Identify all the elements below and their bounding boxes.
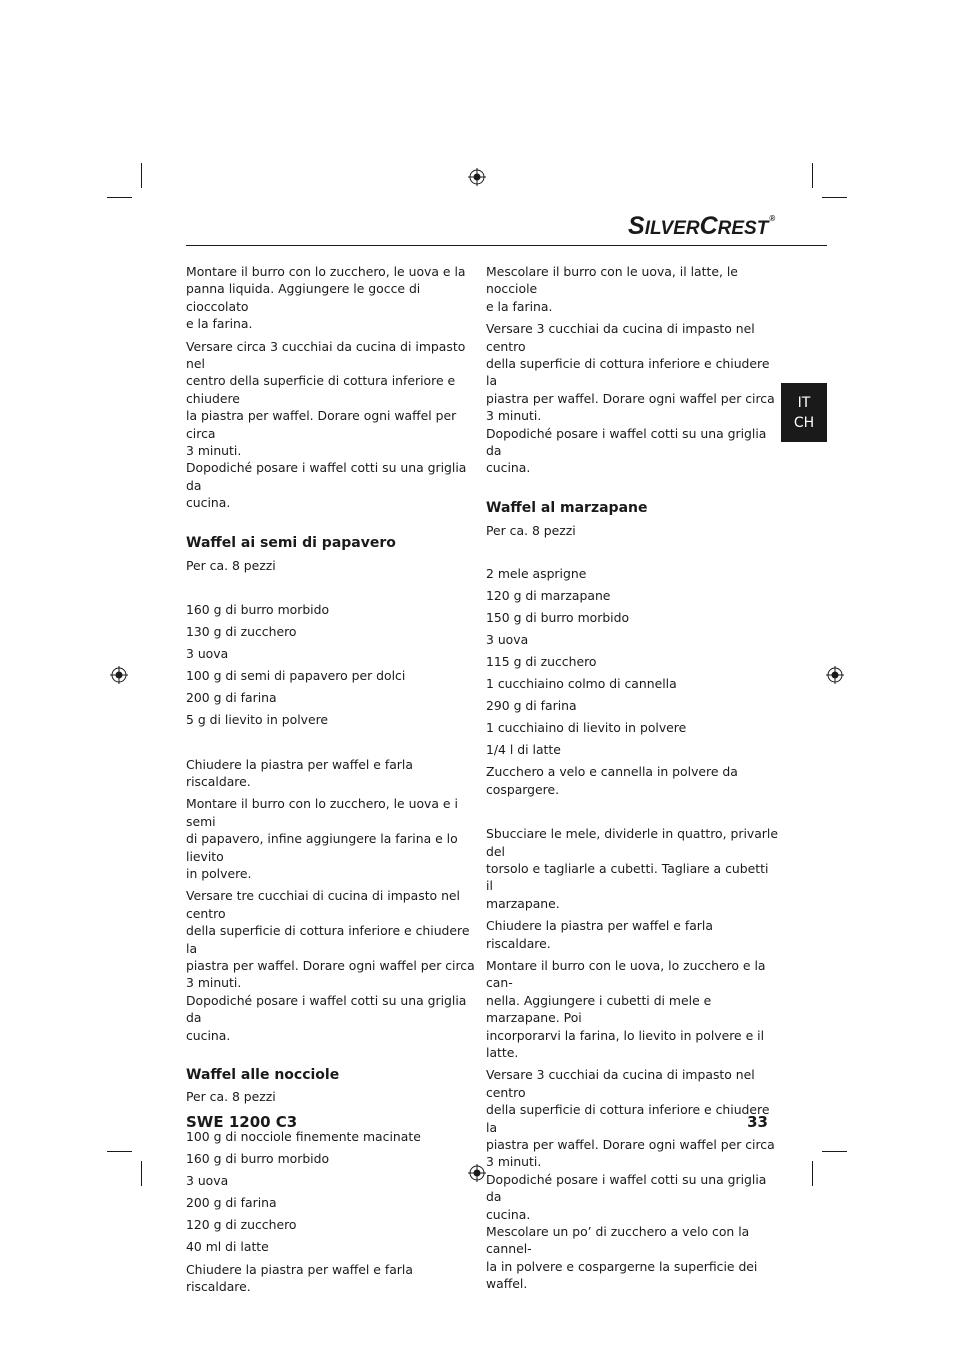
ingredient-list [486, 565, 778, 758]
body-paragraph: Versare circa 3 cucchiai da cucina di impasto nel centro della superficie di cottura inferiore e chiudere la piastra per waffel. Dorare ogni waffel per circa 3 minuti. Dopodiché posare i waffel cotti su una griglia da cucina. [186, 338, 467, 511]
ingredient-item: 100 g di semi di papavero per dolci [186, 668, 406, 684]
ingredient-item: 115 g di zucchero [486, 654, 597, 670]
recipe-yield: Per ca. 8 pezzi [186, 557, 276, 573]
registration-mark-icon [826, 666, 844, 684]
ingredient-item: 100 g di nocciole finemente macinate [186, 1129, 421, 1145]
body-paragraph: Montare il burro con lo zucchero, le uova e i semi di papavero, infine aggiungere la farina e lo lievito in polvere. [186, 796, 458, 881]
body-paragraph: Chiudere la piastra per waffel e farla riscaldare. [186, 756, 413, 789]
body-paragraph: Mescolare il burro con le uova, il latte, le nocciole e la farina. [486, 264, 738, 314]
right-column [486, 263, 778, 1293]
header-rule [186, 245, 827, 246]
body-paragraph: Versare 3 cucchiai da cucina di impasto nel centro della superficie di cottura inferiore e chiudere la piastra per waffel. Dorare ogni waffel per circa 3 minuti. Dopodiché posare i waffel cotti su una griglia da cucina. Mescolare un po’ di zucchero a velo con la cannel- la in polvere e cospargerne la superficie dei waffel. [486, 1067, 775, 1292]
brand-logo: SILVERCREST® [628, 212, 776, 240]
body-paragraph: Montare il burro con lo zucchero, le uova e la panna liquida. Aggiungere le gocce di cioccolato e la farina. [186, 264, 466, 332]
recipe-title: Waffel al marzapane [486, 499, 648, 516]
ingredient-item: 200 g di farina [186, 690, 277, 706]
body-paragraph: Montare il burro con le uova, lo zucchero e la can- nella. Aggiungere i cubetti di mele e marzapane. Poi incorporarvi la farina, lo lievito in polvere e il latte. [486, 957, 766, 1060]
ingredient-item: 5 g di lievito in polvere [186, 712, 329, 728]
ingredient-item: 120 g di marzapane [486, 588, 611, 604]
language-code: IT [797, 395, 811, 411]
body-paragraph: Chiudere la piastra per waffel e farla riscaldare. [486, 918, 713, 951]
ingredient-item: 1 cucchiaino di lievito in polvere [486, 720, 687, 736]
page-number: 33 [747, 1113, 768, 1131]
ingredient-item: 160 g di burro morbido [186, 602, 330, 618]
body-paragraph: Versare 3 cucchiai da cucina di impasto nel centro della superficie di cottura inferiore e chiudere la piastra per waffel. Dorare ogni waffel per circa 3 minuti. Dopodiché posare i waffel cotti su una griglia da cucina. [486, 321, 775, 476]
registration-mark-icon [110, 666, 128, 684]
body-paragraph: Chiudere la piastra per waffel e farla riscaldare. [186, 1261, 413, 1295]
model-number: SWE 1200 C3 [186, 1113, 298, 1131]
crop-mark [822, 197, 847, 198]
ingredient-item: 2 mele asprigne [486, 566, 587, 582]
ingredient-list [186, 1128, 478, 1255]
body-paragraph: Sbucciare le mele, dividerle in quattro, privarle del torsolo e tagliarle a cubetti. Tagliare a cubetti il marzapane. [486, 826, 778, 911]
crop-mark [812, 1161, 813, 1186]
ingredient-item: 150 g di burro morbido [486, 610, 630, 626]
ingredient-item: 120 g di zucchero [186, 1217, 297, 1233]
left-column [186, 263, 478, 1296]
ingredient-list [186, 601, 478, 728]
registration-mark-icon [468, 168, 486, 186]
crop-mark [141, 1161, 142, 1186]
crop-mark [141, 163, 142, 188]
recipe-yield: Per ca. 8 pezzi [186, 1089, 276, 1104]
garnish-note: Zucchero a velo e cannella in polvere da cospargere. [486, 764, 738, 797]
crop-mark [822, 1151, 847, 1152]
ingredient-item: 1/4 l di latte [486, 742, 561, 758]
recipe-yield: Per ca. 8 pezzi [486, 522, 576, 538]
ingredient-item: 290 g di farina [486, 698, 577, 714]
ingredient-item: 3 uova [186, 1173, 229, 1189]
ingredient-item: 1 cucchiaino colmo di cannella [486, 676, 677, 692]
language-tab [781, 383, 827, 442]
crop-mark [812, 163, 813, 188]
recipe-title: Waffel ai semi di papavero [186, 534, 396, 551]
ingredient-item: 40 ml di latte [186, 1239, 269, 1255]
ingredient-item: 3 uova [486, 632, 529, 648]
crop-mark [107, 197, 132, 198]
recipe-title: Waffel alle nocciole [186, 1067, 340, 1083]
country-code: CH [793, 415, 815, 431]
ingredient-item: 160 g di burro morbido [186, 1151, 330, 1167]
ingredient-item: 130 g di zucchero [186, 624, 297, 640]
ingredient-item: 200 g di farina [186, 1195, 277, 1211]
crop-mark [107, 1151, 132, 1152]
ingredient-item: 3 uova [186, 646, 229, 662]
body-paragraph: Versare tre cucchiai di cucina di impasto nel centro della superficie di cottura inferiore e chiudere la piastra per waffel. Dorare ogni waffel per circa 3 minuti. Dopodiché posare i waffel cotti su una griglia da cucina. [186, 888, 475, 1043]
